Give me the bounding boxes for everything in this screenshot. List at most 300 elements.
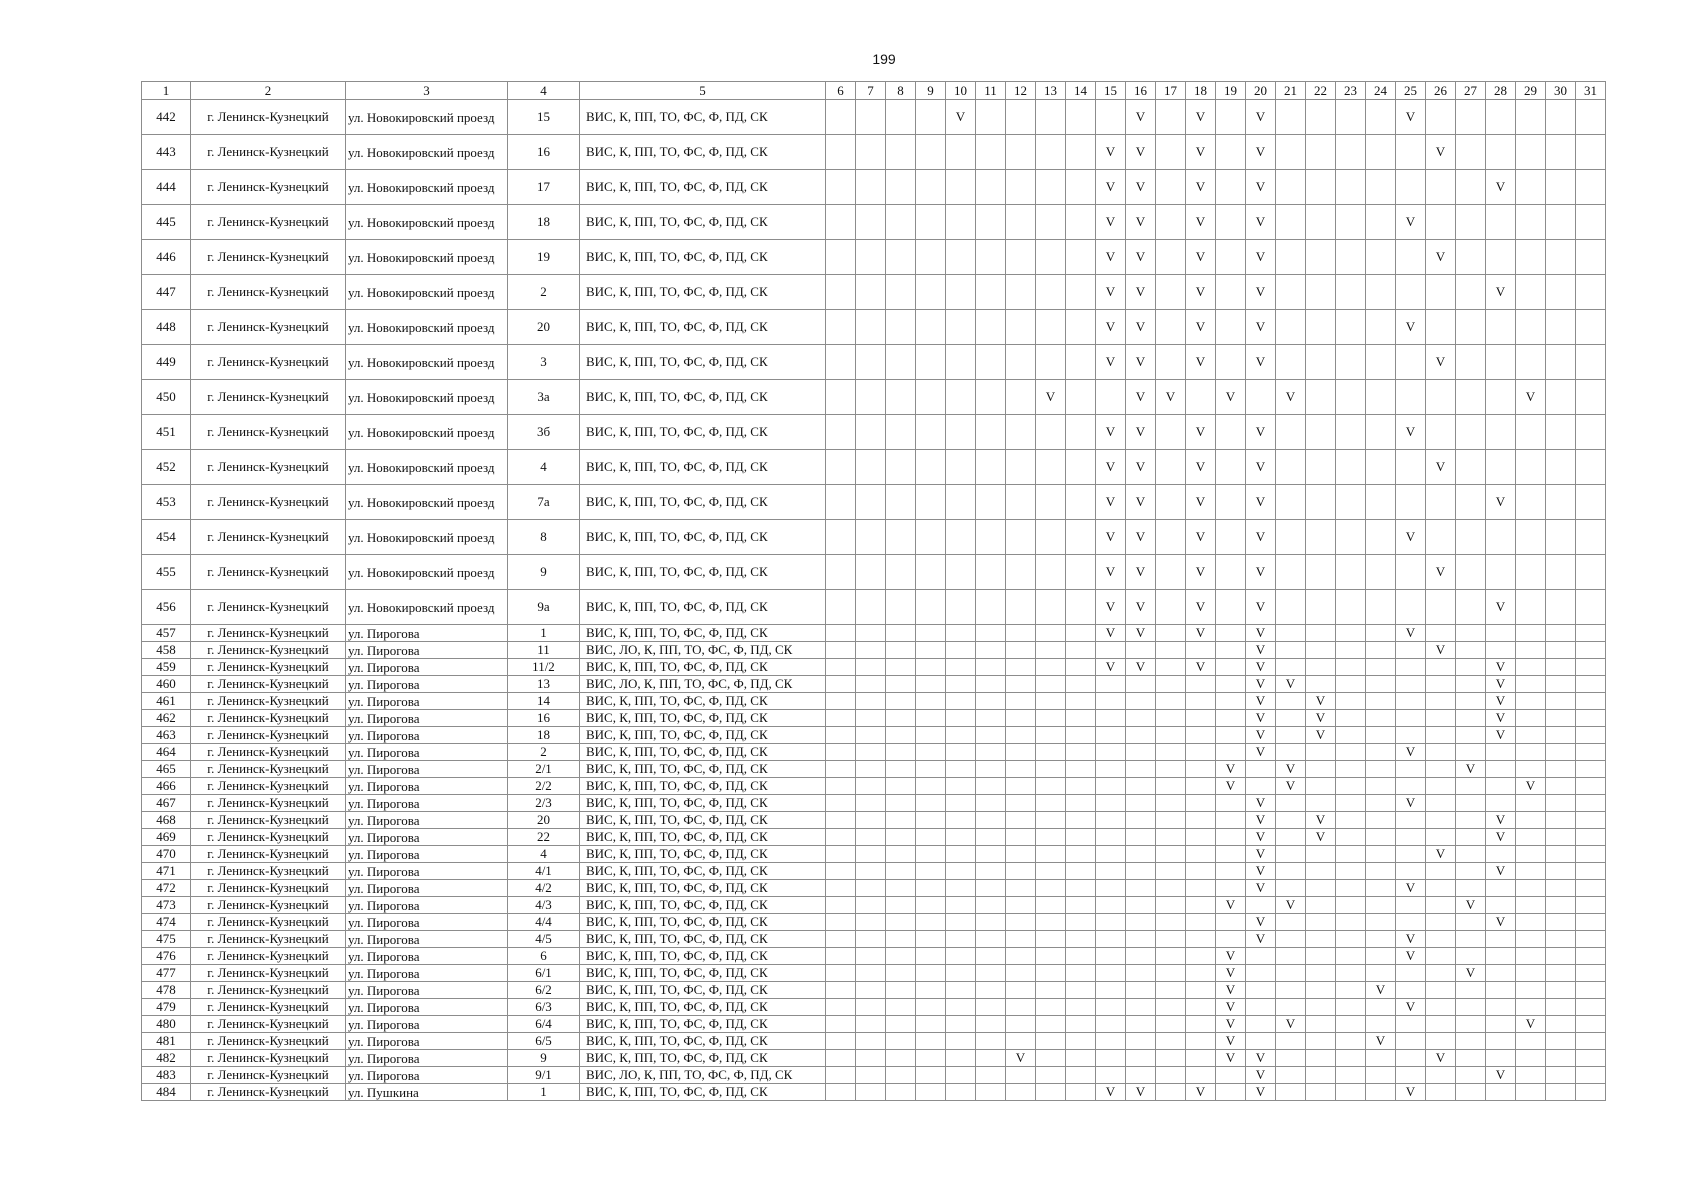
house-cell: 1	[508, 625, 580, 642]
works-cell: ВИС, ЛО, К, ПП, ТО, ФС, Ф, ПД, СК	[580, 1067, 826, 1084]
empty-cell-col-16	[1126, 948, 1156, 965]
works-cell: ВИС, К, ПП, ТО, ФС, Ф, ПД, СК	[580, 1033, 826, 1050]
empty-cell-col-27	[1456, 812, 1486, 829]
empty-cell-col-31	[1576, 135, 1606, 170]
empty-cell-col-6	[826, 310, 856, 345]
empty-cell-col-26	[1426, 812, 1456, 829]
empty-cell-col-15	[1096, 982, 1126, 999]
empty-cell-col-27	[1456, 982, 1486, 999]
empty-cell-col-7	[856, 1067, 886, 1084]
row-number-cell: 465	[142, 761, 191, 778]
empty-cell-col-7	[856, 710, 886, 727]
mark-cell-col-18: V	[1186, 100, 1216, 135]
mark-cell-col-16: V	[1126, 135, 1156, 170]
empty-cell-col-18	[1186, 693, 1216, 710]
empty-cell-col-21	[1276, 1084, 1306, 1101]
empty-cell-col-19	[1216, 931, 1246, 948]
city-cell: г. Ленинск-Кузнецкий	[191, 1067, 346, 1084]
empty-cell-col-28	[1486, 778, 1516, 795]
city-cell: г. Ленинск-Кузнецкий	[191, 761, 346, 778]
empty-cell-col-19	[1216, 450, 1246, 485]
empty-cell-col-28	[1486, 880, 1516, 897]
empty-cell-col-28	[1486, 1033, 1516, 1050]
mark-cell-col-20: V	[1246, 642, 1276, 659]
mark-cell-col-15: V	[1096, 450, 1126, 485]
empty-cell-col-18	[1186, 948, 1216, 965]
empty-cell-col-13	[1036, 778, 1066, 795]
empty-cell-col-8	[886, 345, 916, 380]
empty-cell-col-7	[856, 170, 886, 205]
mark-cell-col-20: V	[1246, 345, 1276, 380]
works-cell: ВИС, К, ПП, ТО, ФС, Ф, ПД, СК	[580, 450, 826, 485]
empty-cell-col-20	[1246, 761, 1276, 778]
empty-cell-col-6	[826, 345, 856, 380]
empty-cell-col-10	[946, 676, 976, 693]
empty-cell-col-30	[1546, 999, 1576, 1016]
empty-cell-col-28	[1486, 135, 1516, 170]
empty-cell-col-13	[1036, 880, 1066, 897]
empty-cell-col-12	[1006, 590, 1036, 625]
empty-cell-col-17	[1156, 555, 1186, 590]
empty-cell-col-7	[856, 345, 886, 380]
empty-cell-col-8	[886, 812, 916, 829]
empty-cell-col-29	[1516, 1033, 1546, 1050]
table-row	[142, 1050, 1606, 1067]
row-number-cell: 459	[142, 659, 191, 676]
empty-cell-col-28	[1486, 240, 1516, 275]
empty-cell-col-8	[886, 170, 916, 205]
empty-cell-col-24	[1366, 590, 1396, 625]
mark-cell-col-18: V	[1186, 485, 1216, 520]
empty-cell-col-27	[1456, 415, 1486, 450]
empty-cell-col-24	[1366, 345, 1396, 380]
works-cell: ВИС, К, ПП, ТО, ФС, Ф, ПД, СК	[580, 965, 826, 982]
empty-cell-col-8	[886, 948, 916, 965]
row-number-cell: 443	[142, 135, 191, 170]
empty-cell-col-9	[916, 880, 946, 897]
empty-cell-col-12	[1006, 1016, 1036, 1033]
empty-cell-col-12	[1006, 829, 1036, 846]
empty-cell-col-12	[1006, 693, 1036, 710]
mark-cell-col-25: V	[1396, 100, 1426, 135]
empty-cell-col-24	[1366, 485, 1396, 520]
empty-cell-col-9	[916, 999, 946, 1016]
empty-cell-col-27	[1456, 1050, 1486, 1067]
empty-cell-col-14	[1066, 914, 1096, 931]
empty-cell-col-22	[1306, 761, 1336, 778]
empty-cell-col-14	[1066, 1033, 1096, 1050]
city-cell: г. Ленинск-Кузнецкий	[191, 863, 346, 880]
empty-cell-col-29	[1516, 829, 1546, 846]
empty-cell-col-10	[946, 965, 976, 982]
empty-cell-col-14	[1066, 555, 1096, 590]
empty-cell-col-11	[976, 880, 1006, 897]
empty-cell-col-12	[1006, 999, 1036, 1016]
empty-cell-col-10	[946, 914, 976, 931]
mark-cell-col-15: V	[1096, 625, 1126, 642]
empty-cell-col-26	[1426, 380, 1456, 415]
row-number-cell: 460	[142, 676, 191, 693]
empty-cell-col-10	[946, 948, 976, 965]
empty-cell-col-22	[1306, 880, 1336, 897]
empty-cell-col-7	[856, 1084, 886, 1101]
empty-cell-col-27	[1456, 642, 1486, 659]
empty-cell-col-24	[1366, 744, 1396, 761]
works-cell: ВИС, К, ПП, ТО, ФС, Ф, ПД, СК	[580, 914, 826, 931]
empty-cell-col-21	[1276, 310, 1306, 345]
empty-cell-col-28	[1486, 948, 1516, 965]
empty-cell-col-21	[1276, 812, 1306, 829]
house-cell: 16	[508, 710, 580, 727]
empty-cell-col-7	[856, 778, 886, 795]
empty-cell-col-14	[1066, 693, 1096, 710]
empty-cell-col-17	[1156, 812, 1186, 829]
empty-cell-col-30	[1546, 642, 1576, 659]
table-row	[142, 1016, 1606, 1033]
table-row	[142, 727, 1606, 744]
mark-cell-col-16: V	[1126, 590, 1156, 625]
empty-cell-col-6	[826, 240, 856, 275]
row-number-cell: 479	[142, 999, 191, 1016]
empty-cell-col-12	[1006, 931, 1036, 948]
mark-cell-col-10: V	[946, 100, 976, 135]
row-number-cell: 455	[142, 555, 191, 590]
empty-cell-col-16	[1126, 812, 1156, 829]
empty-cell-col-13	[1036, 863, 1066, 880]
empty-cell-col-16	[1126, 846, 1156, 863]
city-cell: г. Ленинск-Кузнецкий	[191, 795, 346, 812]
empty-cell-col-21	[1276, 240, 1306, 275]
column-header-29: 29	[1516, 82, 1546, 100]
empty-cell-col-26	[1426, 1016, 1456, 1033]
column-header-21: 21	[1276, 82, 1306, 100]
empty-cell-col-18	[1186, 931, 1216, 948]
empty-cell-col-9	[916, 710, 946, 727]
empty-cell-col-11	[976, 345, 1006, 380]
house-cell: 3б	[508, 415, 580, 450]
empty-cell-col-14	[1066, 485, 1096, 520]
empty-cell-col-9	[916, 965, 946, 982]
works-cell: ВИС, К, ПП, ТО, ФС, Ф, ПД, СК	[580, 520, 826, 555]
empty-cell-col-27	[1456, 135, 1486, 170]
mark-cell-col-20: V	[1246, 676, 1276, 693]
empty-cell-col-11	[976, 450, 1006, 485]
table-row	[142, 829, 1606, 846]
empty-cell-col-30	[1546, 829, 1576, 846]
empty-cell-col-29	[1516, 710, 1546, 727]
empty-cell-col-22	[1306, 778, 1336, 795]
empty-cell-col-21	[1276, 642, 1306, 659]
empty-cell-col-28	[1486, 982, 1516, 999]
empty-cell-col-27	[1456, 693, 1486, 710]
empty-cell-col-13	[1036, 100, 1066, 135]
empty-cell-col-6	[826, 659, 856, 676]
empty-cell-col-12	[1006, 982, 1036, 999]
mark-cell-col-20: V	[1246, 727, 1276, 744]
empty-cell-col-6	[826, 450, 856, 485]
works-cell: ВИС, К, ПП, ТО, ФС, Ф, ПД, СК	[580, 590, 826, 625]
works-cell: ВИС, К, ПП, ТО, ФС, Ф, ПД, СК	[580, 345, 826, 380]
street-cell: ул. Новокировский проезд	[346, 345, 508, 380]
empty-cell-col-7	[856, 846, 886, 863]
empty-cell-col-24	[1366, 829, 1396, 846]
empty-cell-col-30	[1546, 1033, 1576, 1050]
mark-cell-col-21: V	[1276, 1016, 1306, 1033]
empty-cell-col-30	[1546, 965, 1576, 982]
empty-cell-col-18	[1186, 1050, 1216, 1067]
mark-cell-col-20: V	[1246, 1084, 1276, 1101]
column-header-26: 26	[1426, 82, 1456, 100]
empty-cell-col-12	[1006, 520, 1036, 555]
mark-cell-col-18: V	[1186, 590, 1216, 625]
empty-cell-col-25	[1396, 1016, 1426, 1033]
table-row	[142, 240, 1606, 275]
empty-cell-col-26	[1426, 761, 1456, 778]
row-number-cell: 482	[142, 1050, 191, 1067]
city-cell: г. Ленинск-Кузнецкий	[191, 590, 346, 625]
house-cell: 9	[508, 555, 580, 590]
row-number-cell: 478	[142, 982, 191, 999]
empty-cell-col-21	[1276, 710, 1306, 727]
mark-cell-col-20: V	[1246, 931, 1276, 948]
mark-cell-col-26: V	[1426, 1050, 1456, 1067]
street-cell: ул. Новокировский проезд	[346, 415, 508, 450]
works-cell: ВИС, К, ПП, ТО, ФС, Ф, ПД, СК	[580, 275, 826, 310]
empty-cell-col-6	[826, 1067, 856, 1084]
column-header-25: 25	[1396, 82, 1426, 100]
mark-cell-col-20: V	[1246, 415, 1276, 450]
city-cell: г. Ленинск-Кузнецкий	[191, 931, 346, 948]
empty-cell-col-29	[1516, 676, 1546, 693]
row-number-cell: 474	[142, 914, 191, 931]
mark-cell-col-18: V	[1186, 659, 1216, 676]
empty-cell-col-7	[856, 744, 886, 761]
empty-cell-col-8	[886, 625, 916, 642]
empty-cell-col-25	[1396, 275, 1426, 310]
empty-cell-col-23	[1336, 170, 1366, 205]
empty-cell-col-10	[946, 415, 976, 450]
empty-cell-col-22	[1306, 345, 1336, 380]
empty-cell-col-14	[1066, 415, 1096, 450]
empty-cell-col-15	[1096, 829, 1126, 846]
empty-cell-col-18	[1186, 778, 1216, 795]
empty-cell-col-24	[1366, 1067, 1396, 1084]
empty-cell-col-10	[946, 982, 976, 999]
empty-cell-col-22	[1306, 520, 1336, 555]
empty-cell-col-8	[886, 965, 916, 982]
empty-cell-col-15	[1096, 812, 1126, 829]
empty-cell-col-17	[1156, 659, 1186, 676]
empty-cell-col-26	[1426, 693, 1456, 710]
city-cell: г. Ленинск-Кузнецкий	[191, 710, 346, 727]
row-number-cell: 473	[142, 897, 191, 914]
mark-cell-col-16: V	[1126, 100, 1156, 135]
mark-cell-col-28: V	[1486, 727, 1516, 744]
house-cell: 6/2	[508, 982, 580, 999]
empty-cell-col-26	[1426, 948, 1456, 965]
empty-cell-col-11	[976, 659, 1006, 676]
empty-cell-col-26	[1426, 727, 1456, 744]
empty-cell-col-26	[1426, 982, 1456, 999]
empty-cell-col-8	[886, 1033, 916, 1050]
empty-cell-col-13	[1036, 415, 1066, 450]
empty-cell-col-22	[1306, 1067, 1336, 1084]
empty-cell-col-12	[1006, 676, 1036, 693]
empty-cell-col-26	[1426, 863, 1456, 880]
empty-cell-col-17	[1156, 676, 1186, 693]
empty-cell-col-12	[1006, 555, 1036, 590]
empty-cell-col-10	[946, 1033, 976, 1050]
empty-cell-col-14	[1066, 812, 1096, 829]
empty-cell-col-8	[886, 205, 916, 240]
mark-cell-col-16: V	[1126, 625, 1156, 642]
empty-cell-col-23	[1336, 1033, 1366, 1050]
empty-cell-col-27	[1456, 676, 1486, 693]
empty-cell-col-30	[1546, 415, 1576, 450]
empty-cell-col-6	[826, 931, 856, 948]
empty-cell-col-27	[1456, 555, 1486, 590]
empty-cell-col-31	[1576, 345, 1606, 380]
empty-cell-col-14	[1066, 310, 1096, 345]
works-cell: ВИС, К, ПП, ТО, ФС, Ф, ПД, СК	[580, 1084, 826, 1101]
empty-cell-col-17	[1156, 590, 1186, 625]
empty-cell-col-28	[1486, 795, 1516, 812]
empty-cell-col-6	[826, 982, 856, 999]
empty-cell-col-12	[1006, 761, 1036, 778]
city-cell: г. Ленинск-Кузнецкий	[191, 310, 346, 345]
empty-cell-col-30	[1546, 275, 1576, 310]
row-number-cell: 466	[142, 778, 191, 795]
empty-cell-col-24	[1366, 659, 1396, 676]
empty-cell-col-23	[1336, 914, 1366, 931]
column-header-3: 3	[346, 82, 508, 100]
empty-cell-col-11	[976, 863, 1006, 880]
street-cell: ул. Пирогова	[346, 965, 508, 982]
city-cell: г. Ленинск-Кузнецкий	[191, 205, 346, 240]
empty-cell-col-17	[1156, 897, 1186, 914]
empty-cell-col-10	[946, 744, 976, 761]
empty-cell-col-24	[1366, 999, 1396, 1016]
street-cell: ул. Новокировский проезд	[346, 240, 508, 275]
empty-cell-col-24	[1366, 240, 1396, 275]
empty-cell-col-27	[1456, 240, 1486, 275]
empty-cell-col-13	[1036, 1067, 1066, 1084]
empty-cell-col-11	[976, 625, 1006, 642]
empty-cell-col-22	[1306, 415, 1336, 450]
empty-cell-col-13	[1036, 948, 1066, 965]
empty-cell-col-31	[1576, 897, 1606, 914]
empty-cell-col-14	[1066, 1016, 1096, 1033]
empty-cell-col-14	[1066, 1050, 1096, 1067]
empty-cell-col-17	[1156, 310, 1186, 345]
empty-cell-col-9	[916, 450, 946, 485]
empty-cell-col-10	[946, 727, 976, 744]
empty-cell-col-21	[1276, 931, 1306, 948]
empty-cell-col-23	[1336, 415, 1366, 450]
table-row	[142, 100, 1606, 135]
empty-cell-col-18	[1186, 999, 1216, 1016]
empty-cell-col-21	[1276, 170, 1306, 205]
empty-cell-col-8	[886, 693, 916, 710]
empty-cell-col-31	[1576, 761, 1606, 778]
empty-cell-col-23	[1336, 829, 1366, 846]
empty-cell-col-25	[1396, 829, 1426, 846]
works-cell: ВИС, К, ПП, ТО, ФС, Ф, ПД, СК	[580, 135, 826, 170]
empty-cell-col-24	[1366, 676, 1396, 693]
empty-cell-col-7	[856, 982, 886, 999]
mark-cell-col-19: V	[1216, 948, 1246, 965]
empty-cell-col-11	[976, 999, 1006, 1016]
empty-cell-col-24	[1366, 555, 1396, 590]
row-number-cell: 447	[142, 275, 191, 310]
empty-cell-col-25	[1396, 693, 1426, 710]
empty-cell-col-24	[1366, 205, 1396, 240]
house-cell: 22	[508, 829, 580, 846]
empty-cell-col-22	[1306, 275, 1336, 310]
empty-cell-col-31	[1576, 863, 1606, 880]
empty-cell-col-6	[826, 625, 856, 642]
empty-cell-col-17	[1156, 275, 1186, 310]
empty-cell-col-21	[1276, 625, 1306, 642]
empty-cell-col-29	[1516, 914, 1546, 931]
empty-cell-col-22	[1306, 135, 1336, 170]
table-row	[142, 693, 1606, 710]
empty-cell-col-23	[1336, 812, 1366, 829]
empty-cell-col-23	[1336, 999, 1366, 1016]
mark-cell-col-15: V	[1096, 170, 1126, 205]
empty-cell-col-19	[1216, 415, 1246, 450]
empty-cell-col-30	[1546, 795, 1576, 812]
empty-cell-col-29	[1516, 999, 1546, 1016]
empty-cell-col-30	[1546, 590, 1576, 625]
empty-cell-col-25	[1396, 914, 1426, 931]
empty-cell-col-30	[1546, 727, 1576, 744]
empty-cell-col-9	[916, 100, 946, 135]
empty-cell-col-31	[1576, 982, 1606, 999]
empty-cell-col-29	[1516, 812, 1546, 829]
row-number-cell: 461	[142, 693, 191, 710]
empty-cell-col-23	[1336, 965, 1366, 982]
empty-cell-col-7	[856, 485, 886, 520]
column-header-20: 20	[1246, 82, 1276, 100]
empty-cell-col-17	[1156, 965, 1186, 982]
empty-cell-col-28	[1486, 100, 1516, 135]
empty-cell-col-24	[1366, 520, 1396, 555]
empty-cell-col-27	[1456, 931, 1486, 948]
empty-cell-col-23	[1336, 642, 1366, 659]
empty-cell-col-9	[916, 744, 946, 761]
mark-cell-col-16: V	[1126, 345, 1156, 380]
empty-cell-col-6	[826, 795, 856, 812]
empty-cell-col-27	[1456, 863, 1486, 880]
mark-cell-col-16: V	[1126, 1084, 1156, 1101]
empty-cell-col-14	[1066, 1084, 1096, 1101]
empty-cell-col-14	[1066, 897, 1096, 914]
empty-cell-col-22	[1306, 380, 1336, 415]
empty-cell-col-21	[1276, 744, 1306, 761]
mark-cell-col-20: V	[1246, 812, 1276, 829]
empty-cell-col-11	[976, 590, 1006, 625]
mark-cell-col-16: V	[1126, 240, 1156, 275]
empty-cell-col-13	[1036, 693, 1066, 710]
works-cell: ВИС, К, ПП, ТО, ФС, Ф, ПД, СК	[580, 555, 826, 590]
table-row	[142, 999, 1606, 1016]
house-cell: 9	[508, 1050, 580, 1067]
street-cell: ул. Пирогова	[346, 642, 508, 659]
empty-cell-col-13	[1036, 676, 1066, 693]
empty-cell-col-31	[1576, 676, 1606, 693]
empty-cell-col-25	[1396, 982, 1426, 999]
